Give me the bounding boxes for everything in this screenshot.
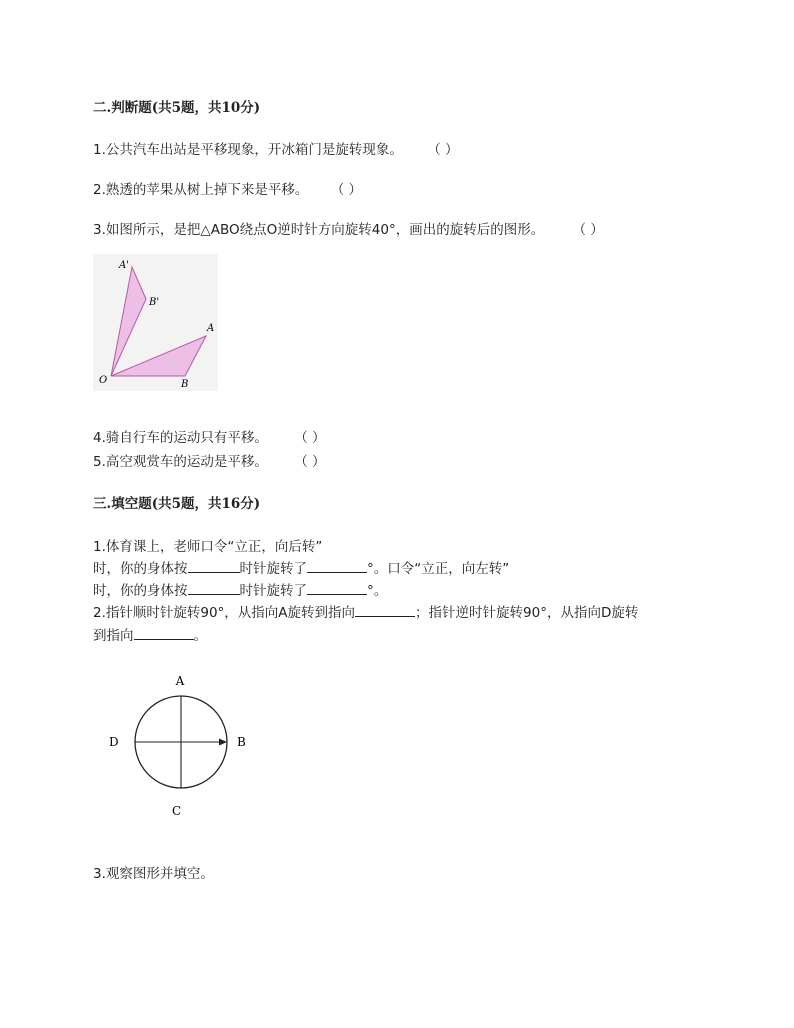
text-segment: 。 xyxy=(193,628,207,644)
judge-question-5 xyxy=(93,450,325,470)
label-b-prime: B' xyxy=(149,297,160,308)
text-segment: 时针旋转了 xyxy=(239,583,307,599)
fill-question-2-line-1 xyxy=(93,601,638,621)
pointer-arrowhead xyxy=(219,739,227,746)
answer-paren[interactable]: （ ） xyxy=(572,222,604,238)
label-d: D xyxy=(109,735,119,749)
fill-question-1-line-1: 1.体育课上，老师口令“立正，向后转” xyxy=(93,539,323,555)
fill-question-1-line-3 xyxy=(93,579,387,599)
question-text: 3.如图所示，是把△ABO绕点O逆时针方向旋转40°，画出的旋转后的图形。 xyxy=(93,222,545,238)
judge-question-3 xyxy=(93,218,604,238)
answer-paren[interactable]: （ ） xyxy=(294,454,326,470)
blank-direction-letter[interactable] xyxy=(134,626,194,640)
question-text: 1.公共汽车出站是平移现象，开冰箱门是旋转现象。 xyxy=(93,142,403,158)
label-a-prime: A' xyxy=(119,260,129,271)
question-text: 4.骑自行车的运动只有平移。 xyxy=(93,430,268,446)
text-segment: °。 xyxy=(367,583,388,599)
judge-question-2 xyxy=(93,178,362,198)
label-c: C xyxy=(172,804,182,818)
fill-question-2-line-2 xyxy=(93,624,207,644)
compass-figure xyxy=(100,670,260,822)
blank-degrees[interactable] xyxy=(307,559,367,573)
blank-direction[interactable] xyxy=(188,559,240,573)
answer-paren[interactable]: （ ） xyxy=(427,142,459,158)
section-3-heading: 三.填空题(共5题，共16分) xyxy=(93,496,261,512)
blank-degrees[interactable] xyxy=(307,581,367,595)
question-text: 2.熟透的苹果从树上掉下来是平移。 xyxy=(93,182,309,198)
judge-question-4 xyxy=(93,426,325,446)
label-b: B xyxy=(237,735,246,749)
text-segment: 时，你的身体按 xyxy=(93,561,188,577)
rotation-figure xyxy=(93,254,218,391)
text-segment: °。口令“立正，向左转” xyxy=(367,561,510,577)
label-o: O xyxy=(99,375,108,386)
question-text: 5.高空观赏车的运动是平移。 xyxy=(93,454,268,470)
text-segment: 时针旋转了 xyxy=(239,561,307,577)
fill-question-1-line-2 xyxy=(93,557,509,577)
label-a: A xyxy=(207,323,215,334)
text-segment: 到指向 xyxy=(93,628,134,644)
text-segment: 时，你的身体按 xyxy=(93,583,188,599)
answer-paren[interactable]: （ ） xyxy=(330,182,362,198)
blank-direction-letter[interactable] xyxy=(355,603,415,617)
section-2-heading: 二.判断题(共5题，共10分) xyxy=(93,100,261,116)
label-a: A xyxy=(175,674,185,688)
label-b: B xyxy=(181,379,189,390)
fill-question-3: 3.观察图形并填空。 xyxy=(93,866,214,882)
blank-direction[interactable] xyxy=(188,581,240,595)
answer-paren[interactable]: （ ） xyxy=(294,430,326,446)
text-segment: ；指针逆时针旋转90°，从指向D旋转 xyxy=(415,605,639,621)
text-segment: 2.指针顺时针旋转90°，从指向A旋转到指向 xyxy=(93,605,356,621)
judge-question-1 xyxy=(93,138,458,158)
